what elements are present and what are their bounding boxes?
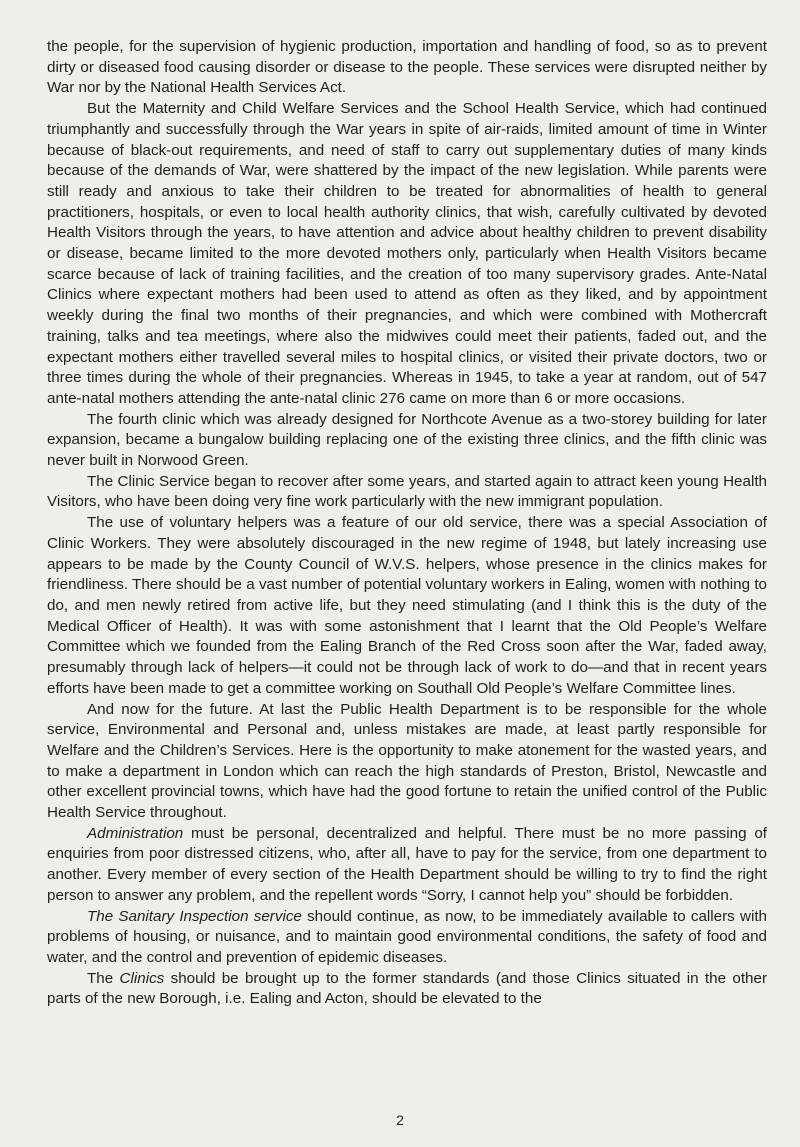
heading-administration: Administration: [87, 824, 184, 842]
paragraph-3: The fourth clinic which was already designed for Northcote Avenue as a two-storey building for later expansion, became a bungalow building replacing one of the existing three clinics, and the fifth clinic was never built in Norwood Green.: [47, 410, 767, 470]
heading-clinics: Clinics: [119, 969, 165, 987]
page-number: 2: [396, 1112, 404, 1128]
paragraph-6: And now for the future. At last the Public Health Department is to be responsible for the whole service, Environmental and Personal and, unless mistakes are made, at least partly responsible for Welfare and the Children’s Services. Here is the opportunity to make atonement for the wasted years, and to make a department in London which can reach the high standards of Preston, Bristol, Newcastle and other excellent provincial towns, which have had the good fortune to retain the unified control of the Public Health Service throughout.: [47, 700, 767, 822]
paragraph-5: The use of voluntary helpers was a feature of our old service, there was a special Association of Clinic Workers. They were absolutely discouraged in the new regime of 1948, but lately increasing use appears to be made by the County Council of W.V.S. helpers, whose presence in the clinics makes for friendliness. There should be a vast number of potential voluntary workers in Ealing, women with nothing to do, and men newly retired from active life, but they need stimulating (and I think this is the duty of the Medical Officer of Health). It was with some astonishment that I learnt that the Old People’s Welfare Committee which we founded from the Ealing Branch of the Red Cross soon after the War, faded away, presumably through lack of helpers—it could not be through lack of work to do—and that in recent years efforts have been made to get a committee working on Southall Old People’s Welfare Committee lines.: [47, 514, 767, 697]
body-text: [47, 37, 767, 1010]
paragraph-administration: Administration must be personal, decentralized and helpful. There must be no more passing of enquiries from poor distressed citizens, who, after all, have to pay for the service, from one department to another. Every member of every section of the Health Department should be willing to try to find the right person to answer any problem, and the repellent words “Sorry, I cannot help you” should be forbidden.: [47, 824, 767, 904]
paragraph-4: The Clinic Service began to recover after some years, and started again to attract keen young Health Visitors, who have been doing very fine work particularly with the new immigrant population.: [47, 472, 767, 511]
paragraph-1: the people, for the supervision of hygienic production, importation and handling of food, so as to prevent dirty or diseased food causing disorder or disease to the people. These services were disrupted neither by War nor by the National Health Services Act.: [47, 38, 767, 97]
paragraph-sanitary-inspection: The Sanitary Inspection service should continue, as now, to be immediately available to callers with problems of housing, or nuisance, and to maintain good environmental conditions, the safety of food and water, and the control and prevention of epidemic diseases.: [47, 907, 767, 966]
heading-sanitary-inspection: The Sanitary Inspection service: [87, 907, 302, 925]
paragraph-clinics: The Clinics should be brought up to the former standards (and those Clinics situated in the other parts of the new Borough, i.e. Ealing and Acton, should be elevated to the: [47, 969, 768, 1008]
paragraph-2: But the Maternity and Child Welfare Services and the School Health Service, which had continued triumphantly and successfully through the War years in spite of air-raids, limited amount of time in Winter because of black-out requirements, and need of staff to carry out supplementary duties of many kinds because of the demands of War, were shattered by the impact of the new legislation. While parents were still ready and anxious to take their children to be treated for abnormalities of health to general practitioners, hospitals, or even to local health authority clinics, that wish, carefully cultivated by devoted Health Visitors through the years, to have attention and advice about healthy children to prevent disability or disease, became limited to the more devoted mothers only, particularly when Health Visitors became scarce because of lack of training facilities, and the creation of too many supervisory grades. Ante-Natal Clinics where expectant mothers had been used to attend as often as they liked, and by appointment weekly during the final two months of their pregnancies, and which were combined with Mothercraft training, talks and tea meetings, where also the midwives could meet their patients, faded out, and the expectant mothers either travelled several miles to hospital clinics, or visited their private doctors, two or three times during the whole of their pregnancies. Whereas in 1945, to take a year at random, out of 547 ante-natal mothers attending the ante-natal clinic 276 came on more than 6 or more occasions.: [47, 100, 767, 407]
